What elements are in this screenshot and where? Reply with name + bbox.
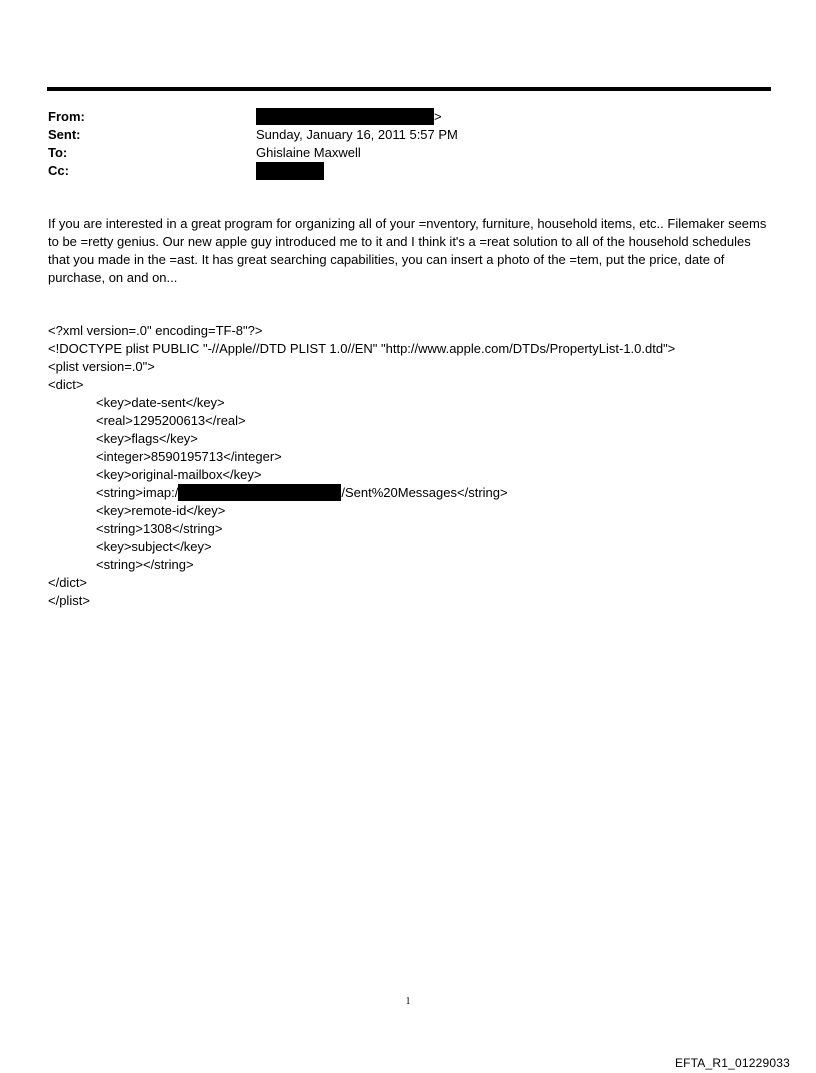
doctype-line: <!DOCTYPE plist PUBLIC "-//Apple//DTD PLIST 1.0//EN" "http://www.apple.com/DTDs/PropertyList-1.0.dtd"> (48, 341, 676, 356)
header-rule (47, 87, 771, 91)
dict-close: </dict> (48, 575, 88, 590)
plist-close: </plist> (48, 593, 90, 608)
from-suffix: > (434, 109, 442, 124)
email-header (48, 108, 768, 180)
mailbox-string (48, 484, 770, 502)
email-body: If you are interested in a great program for organizing all of your =nventory, furniture, household items, etc.. Filemaker seems to be =retty genius. Our new apple guy introduced me to it and I think it's a =reat solution to all of the household schedules that you made in the =ast. It has great searching capabilities, you can insert a photo of the =tem, put the price, date of purchase, on and on... (48, 216, 767, 285)
from-label: From: (48, 109, 85, 124)
subject-value: <string></string> (96, 557, 194, 572)
key-original-mailbox: <key>original-mailbox</key> (96, 467, 262, 482)
redaction-block (178, 484, 341, 501)
cc-row (48, 162, 768, 180)
sent-value: Sunday, January 16, 2011 5:57 PM (256, 127, 458, 142)
sent-row (48, 126, 768, 144)
page-number: 1 (405, 996, 411, 1007)
document-id: EFTA_R1_01229033 (674, 1056, 790, 1070)
redaction-block (256, 108, 434, 125)
sent-label: Sent: (48, 127, 81, 142)
key-subject: <key>subject</key> (96, 539, 212, 554)
dict-open: <dict> (48, 377, 84, 392)
to-value: Ghislaine Maxwell (256, 145, 361, 160)
plist-open: <plist version=.0"> (48, 359, 155, 374)
real-value: <real>1295200613</real> (96, 413, 246, 428)
remote-id-value: <string>1308</string> (96, 521, 223, 536)
to-row (48, 144, 768, 162)
xml-declaration: <?xml version=.0" encoding=TF-8"?> (48, 323, 263, 338)
cc-value (256, 162, 324, 180)
key-flags: <key>flags</key> (96, 431, 198, 446)
key-remote-id: <key>remote-id</key> (96, 503, 226, 518)
from-value (256, 108, 442, 126)
plist-block (48, 322, 770, 610)
key-date-sent: <key>date-sent</key> (96, 395, 225, 410)
to-label: To: (48, 145, 68, 160)
integer-value: <integer>8590195713</integer> (96, 449, 282, 464)
mailbox-prefix: <string>imap:/ (96, 485, 179, 500)
cc-label: Cc: (48, 163, 69, 178)
mailbox-suffix: /Sent%20Messages</string> (341, 485, 508, 500)
from-row (48, 108, 768, 126)
redaction-block (256, 162, 324, 180)
